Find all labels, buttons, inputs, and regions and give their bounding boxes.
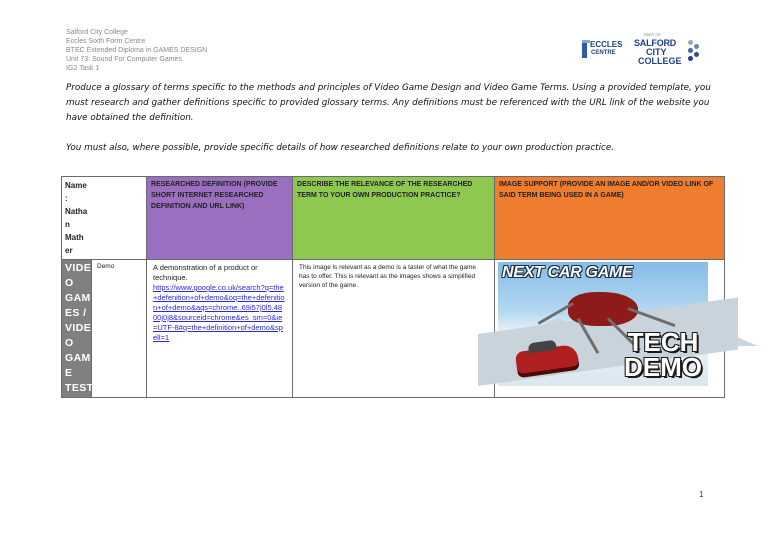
header-line-centre: Eccles Sixth Form Centre (66, 38, 146, 45)
header-line-task: IG2 Task 1 (66, 65, 100, 72)
instructions-paragraph-1: Produce a glossary of terms specific to the methods and principles of Video Game Design and Video Game Terms. Using a provided template, you must research and gather definitions specific to provided glossary terms. Any definitions must be referenced with the URL link of the website you have obtained the definition. (66, 83, 711, 123)
document-header (66, 28, 207, 73)
category-label: VIDE O GAM ES / VIDE O GAM E TESTI (65, 262, 97, 394)
header-line-unit: Unit 73: Sound For Computer Games (66, 56, 182, 63)
term-cell: Demo (92, 260, 147, 398)
salford-logo-line3: COLLEGE (638, 56, 682, 66)
glossary-table (61, 176, 725, 398)
image-support-cell (495, 260, 725, 398)
logo-dots-icon (688, 38, 708, 72)
definition-cell (147, 260, 293, 398)
eccles-logo-text: ECCLES (590, 40, 623, 49)
game-screenshot-image (498, 262, 708, 386)
student-name: Name : Natha n Math er (65, 181, 88, 255)
relevance-header: DESCRIBE THE RELEVANCE OF THE RESEARCHED TERM TO YOUR OWN PRODUCTION PRACTICE? (293, 177, 495, 260)
tech-demo-overlay (624, 327, 703, 382)
game-title: NEXT CAR GAME (502, 264, 633, 281)
definition-url-link[interactable]: https://www.google.co.uk/search?q=the+defenition+of+demo&oq=the+defenition+of+demo&aqs=chrome..69i57j0l5.4800j0j8&sourceid=chrome&es_sm=0&ie=UTF-8#q=the+definition+of+demo&spell=1 (153, 283, 285, 342)
eccles-logo-subtext: CENTRE (591, 50, 616, 56)
definition-header: RESEARCHED DEFINITION (PROVIDE SHORT INTERNET RESEARCHED DEFINITION AND URL LINK) (147, 177, 293, 260)
instructions-paragraph-2: You must also, where possible, provide specific details of how researched definitions relate to your own production practice. (66, 143, 615, 153)
instructions (66, 81, 716, 156)
header-line-college: Salford City College (66, 29, 128, 36)
college-logos (578, 30, 698, 72)
relevance-cell: This image is relevant as a demo is a taster of what the game has to offer. This is relevant as the images shows a simplified version of the game. (293, 260, 495, 398)
overlay-line-2: DEMO (624, 352, 703, 382)
salford-logo-line2: CITY (646, 47, 667, 57)
salford-logo-small: PART OF (644, 32, 661, 37)
table-row (62, 260, 725, 398)
page-number: 1 (699, 490, 704, 499)
student-name-cell (62, 177, 147, 260)
eccles-logo (582, 36, 622, 62)
image-support-header: IMAGE SUPPORT (PROVIDE AN IMAGE AND/OR VIDEO LINK OF SAID TERM BEING USED IN A GAME) (495, 177, 725, 260)
overlay-line-1: TECH (627, 327, 699, 357)
header-line-course: BTEC Extended Diploma in GAMES DESIGN (66, 47, 208, 54)
category-cell (62, 260, 97, 398)
definition-text: A demonstration of a product or technique. (153, 263, 258, 282)
salford-logo-line1: SALFORD (634, 38, 677, 48)
glossary-header-row (62, 177, 725, 260)
